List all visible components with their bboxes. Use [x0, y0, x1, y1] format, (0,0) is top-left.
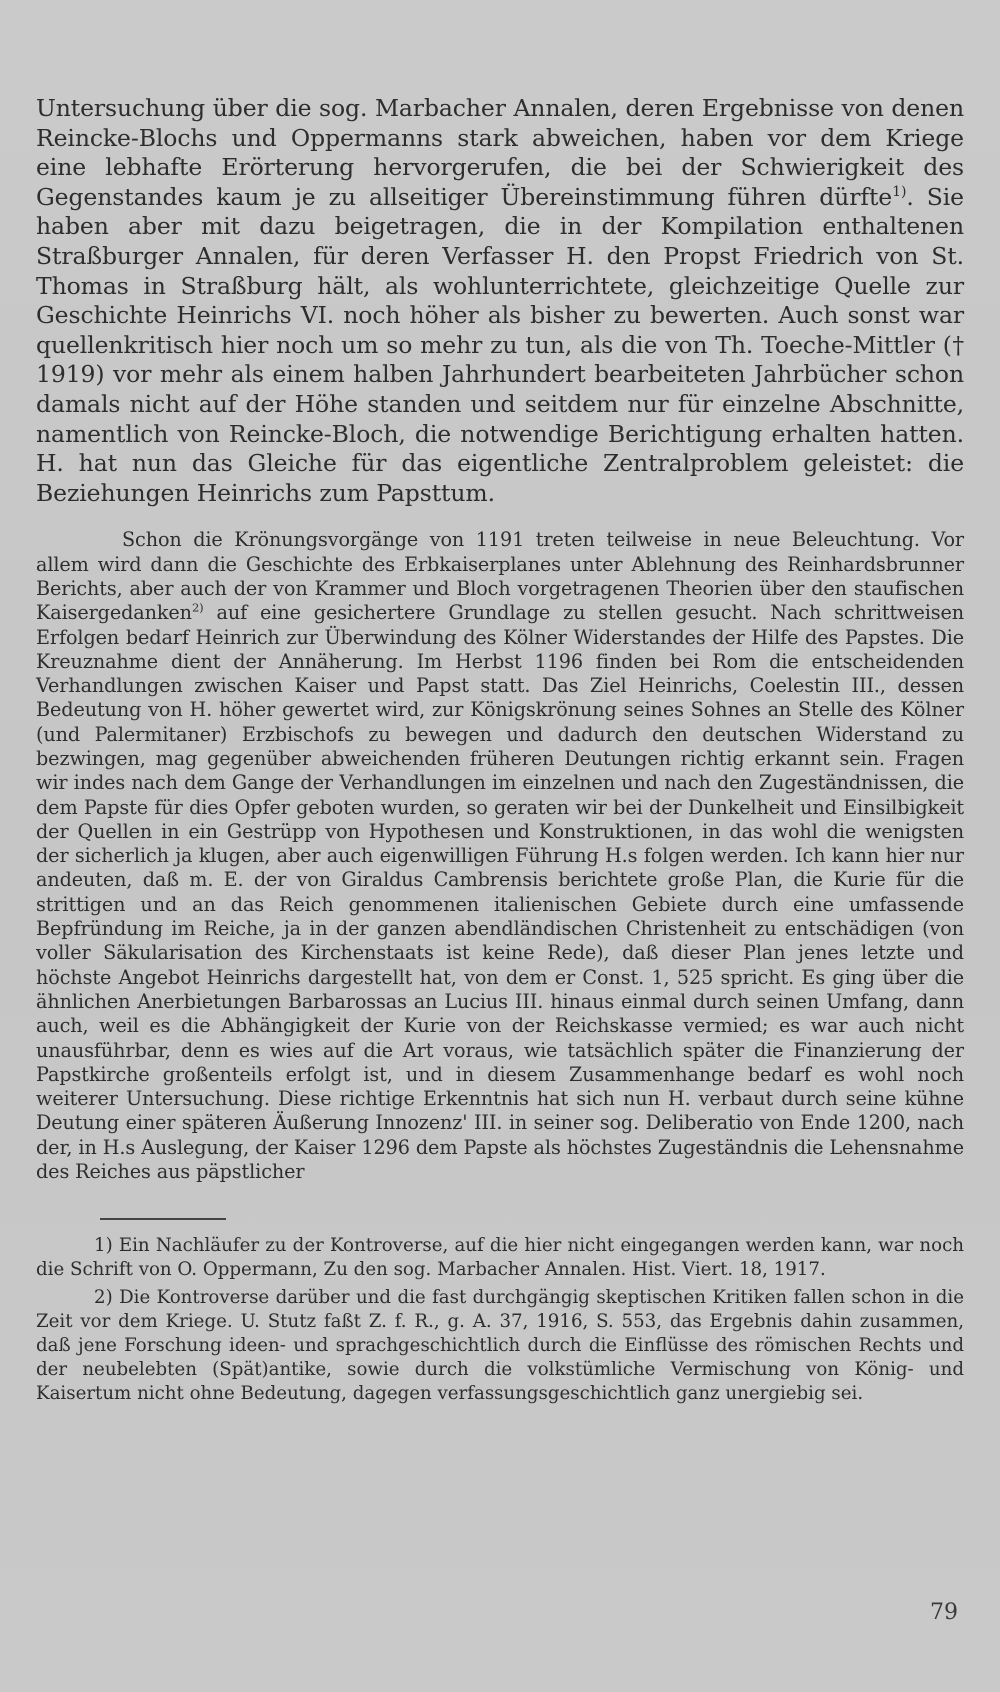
main-paragraph-text: Untersuchung über die sog. Marbacher Annalen, deren Ergebnisse von denen Reincke-Blochs und Oppermanns stark abweichen, haben vor dem Kriege eine lebhafte Erörterung hervorgerufen, die bei der Schwierigkeit des Gegenstandes kaum je zu allseitiger Übereinstimmung führen dürfte	[36, 94, 964, 211]
main-paragraph	[36, 94, 964, 508]
second-paragraph-text: Schon die Krönungsvorgänge von 1191 treten teilweise in neue Beleuchtung. Vor allem wird dann die Geschichte des Erbkaiserplanes unter Ablehnung des Reinhardsbrunner Berichts, aber auch der von Krammer und Bloch vorgetragenen Theorien über den staufischen Kaisergedanken	[36, 528, 964, 625]
footnote-divider	[100, 1218, 226, 1220]
footnote-ref-1: 1)	[892, 183, 907, 200]
second-paragraph	[36, 528, 964, 1184]
main-paragraph-continued: . Sie haben aber mit dazu beigetragen, die in der Kompilation enthaltenen Straßburger Annalen, für deren Verfasser H. den Propst Friedrich von St. Thomas in Straßburg hält, als wohlunterrichtete, gleichzeitige Quelle zur Geschichte Heinrichs VI. noch höher als bisher zu bewerten. Auch sonst war quellenkritisch hier noch um so mehr zu tun, als die von Th. Toeche-Mittler († 1919) vor mehr als einem halben Jahrhundert bearbeiteten Jahrbücher schon damals nicht auf der Höhe standen und seitdem nur für einzelne Abschnitte, namentlich von Reincke-Bloch, die notwendige Berichtigung erhalten hatten. H. hat nun das Gleiche für das eigentliche Zentralproblem geleistet: die Beziehungen Heinrichs zum Papsttum.	[36, 182, 964, 507]
footnote-1: 1) Ein Nachläufer zu der Kontroverse, auf die hier nicht eingegangen werden kann, war noch die Schrift von O. Oppermann, Zu den sog. Marbacher Annalen. Hist. Viert. 18, 1917.	[36, 1235, 964, 1281]
footnote-ref-2: 2)	[191, 600, 204, 615]
second-paragraph-continued: auf eine gesichertere Grundlage zu stellen gesucht. Nach schrittweisen Erfolgen bedarf Heinrich zur Überwindung des Kölner Widerstandes der Hilfe des Papstes. Die Kreuznahme dient der Annäherung. Im Herbst 1196 finden bei Rom die entscheidenden Verhandlungen zwischen Kaiser und Papst statt. Das Ziel Heinrichs, Coelestin III., dessen Bedeutung von H. höher gewertet wird, zur Königskrönung seines Sohnes an Stelle des Kölner (und Palermitaner) Erzbischofs zu bewegen und dadurch den deutschen Widerstand zu bezwingen, mag gegenüber abweichenden früheren Deutungen richtig erkannt sein. Fragen wir indes nach dem Gange der Verhandlungen im einzelnen und nach den Zugeständnissen, die dem Papste für dies Opfer geboten wurden, so geraten wir bei der Dunkelheit und Einsilbigkeit der Quellen in ein Gestrüpp von Hypothesen und Konstruktionen, in das wohl die wenigsten der sicherlich ja klugen, aber auch eigenwilligen Führung H.s folgen werden. Ich kann hier nur andeuten, daß m. E. der von Giraldus Cambrensis berichtete große Plan, die Kurie für die strittigen und an das Reich genommenen italienischen Gebiete durch eine umfassende Bepfründung im Reiche, ja in der ganzen abendländischen Christenheit zu entschädigen (von voller Säkularisation des Kirchenstaats ist keine Rede), daß dieser Plan jenes letzte und höchste Angebot Heinrichs dargestellt hat, von dem er Const. 1, 525 spricht. Es ging über die ähnlichen Anerbietungen Barbarossas an Lucius III. hinaus einmal durch seinen Umfang, dann auch, weil es die Abhängigkeit der Kurie von der Reichskasse vermied; es war auch nicht unausführbar, denn es wies auf die Art voraus, wie tatsächlich später die Finanzierung der Papstkirche großenteils erfolgt ist, und in diesem Zusammenhange bedarf es wohl noch weiterer Untersuchung. Diese richtige Erkenntnis hat sich nun H. verbaut durch seine kühne Deutung einer späteren Äußerung Innozenz' III. in seiner sog. Deliberatio von Ende 1200, nach der, in H.s Auslegung, der Kaiser 1296 dem Papste als höchstes Zugeständnis die Lehensnahme des Reiches aus päpstlicher	[36, 601, 964, 1184]
page-number: 79	[930, 1600, 958, 1625]
page-content	[36, 94, 964, 1406]
footnote-2: 2) Die Kontroverse darüber und die fast durchgängig skeptischen Kritiken fallen schon in die Zeit vor dem Kriege. U. Stutz faßt Z. f. R., g. A. 37, 1916, S. 553, das Ergebnis dahin zusammen, daß jene Forschung ideen- und sprachgeschichtlich durch die Einflüsse des römischen Rechts und der neubelebten (Spät)antike, sowie durch die volkstümliche Vermischung von König- und Kaisertum nicht ohne Bedeutung, dagegen verfassungsgeschichtlich ganz unergiebig sei.	[36, 1287, 964, 1405]
